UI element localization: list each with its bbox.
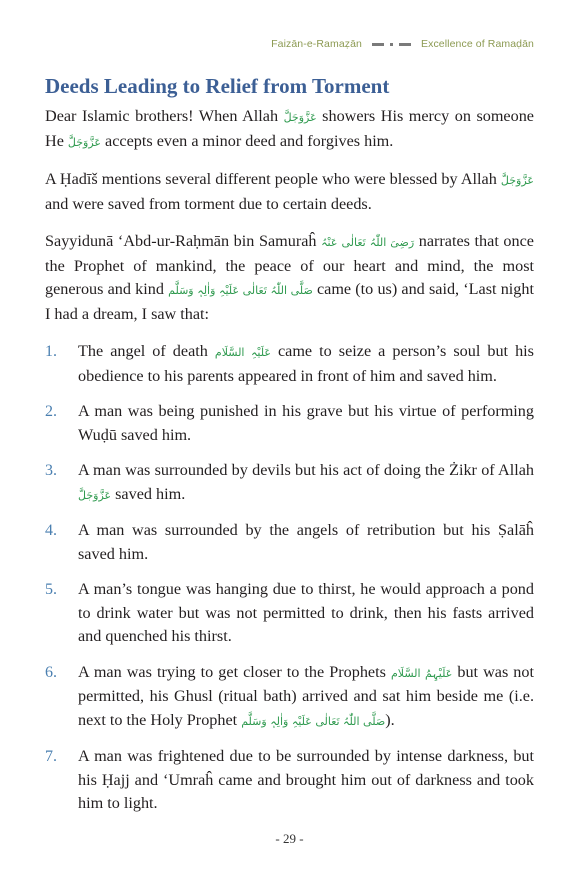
page-number: - 29 - — [275, 831, 304, 846]
section-heading: Deeds Leading to Relief from Torment — [45, 74, 390, 98]
honorific: عَلَیْہِ السَّلَام — [214, 346, 271, 359]
chapter-title: Excellence of Ramaḍān — [421, 38, 534, 50]
list-number: 1. — [45, 343, 57, 360]
honorific: عَزَّوَجَلَّ — [283, 111, 317, 124]
list-item: 3. A man was surrounded by devils but his act of doing the Żikr of Allah عَزَّوَجَلَّ saved him. — [45, 459, 534, 507]
paragraph-3: Sayyidunā ‘Abd-ur-Raḥmān bin Samuraĥ رَضِیَ اللّٰہُ تَعَالٰی عَنْہُ narrates that once the Prophet of mankind, the peace of our heart and mind, the most generous and kind صَلَّی اللّٰہُ تَعَالٰی عَلَیْہِ وَاٰلِہٖ وَسَلَّم came (to us) and said, ‘Last night I had a dream, I saw that: — [45, 232, 534, 323]
paragraph-1: Dear Islamic brothers! When Allah عَزَّوَجَلَّ showers His mercy on someone He عَزَّوَجَلَّ accepts even a minor deed and forgives him. — [45, 107, 534, 150]
honorific: عَلَیْہِمُ السَّلَام — [390, 666, 453, 680]
honorific: صَلَّی اللّٰہُ تَعَالٰی عَلَیْہِ وَاٰلِہٖ وَسَلَّم — [168, 284, 313, 297]
list-number: 7. — [45, 748, 57, 765]
honorific: صَلَّی اللّٰہُ تَعَالٰی عَلَیْہِ وَاٰلِہٖ وَسَلَّم — [241, 714, 386, 728]
list-item: 6. A man was trying to get closer to the Prophets عَلَیْہِمُ السَّلَام but was not permitted, his Ghusl (ritual bath) arrived and sat him beside me (i.e. next to the Holy Prophet صَلَّی اللّٰہُ تَعَالٰی عَلَیْہِ وَاٰلِہٖ وَسَلَّم). — [45, 661, 534, 734]
list-item: 2. A man was being punished in his grave but his virtue of performing Wuḍū saved him. — [45, 400, 534, 447]
header-separator — [372, 43, 411, 46]
list-item: 4. A man was surrounded by the angels of retribution but his Ṣalāĥ saved him. — [45, 519, 534, 566]
page-content — [45, 71, 534, 828]
list-number: 6. — [45, 663, 57, 681]
dream-list — [45, 340, 534, 816]
honorific: عَزَّوَجَلَّ — [500, 174, 534, 187]
list-item: 1. The angel of death عَلَیْہِ السَّلَام came to seize a person’s soul but his obedience to his parents appeared in front of him and saved him. — [45, 340, 534, 388]
list-number: 2. — [45, 403, 57, 420]
paragraph-2: A Ḥadīš mentions several different people who were blessed by Allah عَزَّوَجَلَّ and were saved from torment due to certain deeds. — [45, 170, 534, 213]
list-item: 7. A man was frightened due to be surrounded by intense darkness, but his Ḥajj and ‘Umraĥ came and brought him out of darkness and took him to light. — [45, 745, 534, 816]
honorific: عَزَّوَجَلَّ — [78, 488, 112, 502]
honorific: رَضِیَ اللّٰہُ تَعَالٰی عَنْہُ — [321, 236, 415, 249]
list-item: 5. A man’s tongue was hanging due to thirst, he would approach a pond to drink water but was not permitted to drink, then his fasts arrived and quenched his thirst. — [45, 578, 534, 649]
honorific: عَزَّوَجَلَّ — [67, 135, 101, 149]
list-number: 5. — [45, 581, 57, 598]
book-title: Faizān-e-Ramaẓān — [271, 38, 362, 50]
running-header — [271, 38, 534, 50]
list-number: 4. — [45, 522, 57, 539]
list-number: 3. — [45, 462, 57, 479]
